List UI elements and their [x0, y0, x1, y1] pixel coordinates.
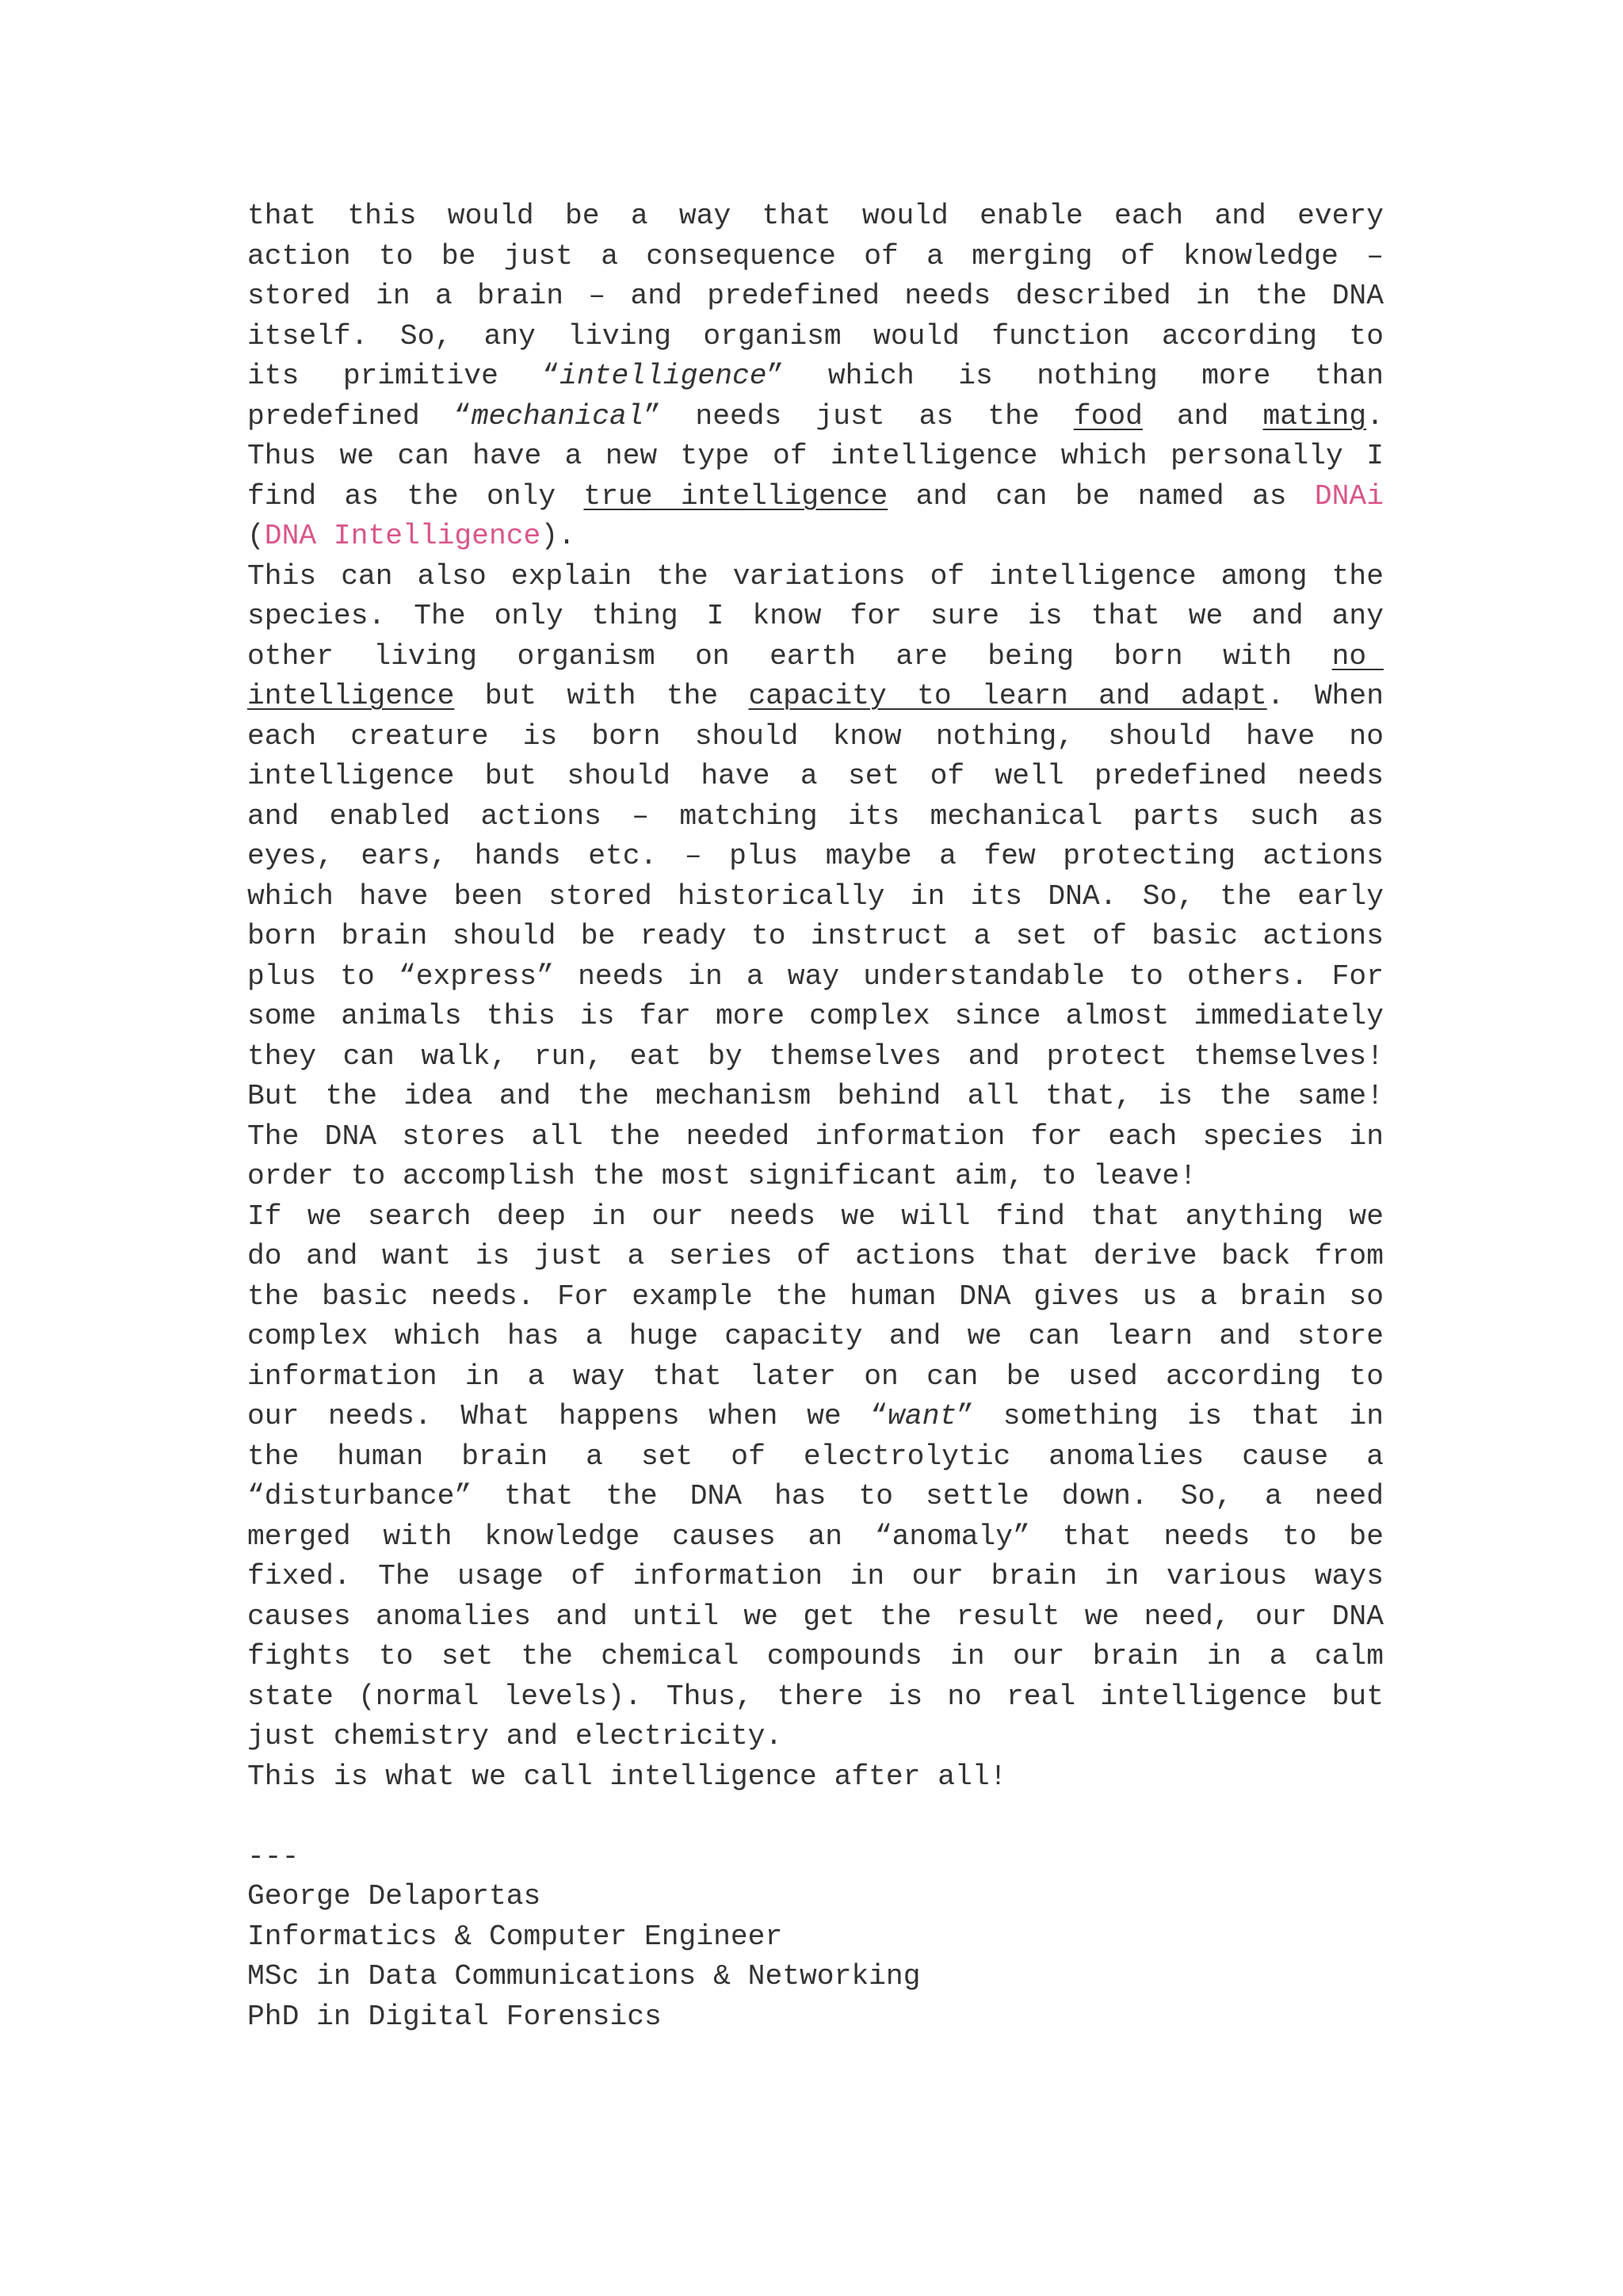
text-segment: Thus we can have a new type of intelligence which personally I [247, 440, 1384, 472]
text-segment: some animals this is far more complex since almost immediately [247, 1000, 1384, 1032]
text-segment: and can be named as [888, 479, 1315, 513]
text-segment: This is what we call intelligence after all! [247, 1760, 1007, 1793]
text-segment: stored in a brain – and predefined needs described in the DNA [247, 280, 1384, 312]
text-line [247, 877, 1384, 917]
text-line [247, 797, 1384, 837]
text-line [247, 597, 1384, 637]
text-segment: plus to “express” needs in a way understandable to others. For [247, 959, 1384, 993]
text-line [247, 1557, 1384, 1597]
text-line [247, 237, 1384, 277]
text-line [247, 196, 1384, 237]
text-line [247, 437, 1384, 477]
text-line [247, 957, 1384, 997]
text-segment: the human brain a set of electrolytic anomalies cause a [247, 1440, 1384, 1473]
text-line [247, 1397, 1384, 1437]
text-line [247, 1157, 1384, 1197]
text-segment: which have been stored historically in its DNA. So, the early [247, 879, 1384, 913]
author-phd-degree: PhD in Digital Forensics [247, 2000, 662, 2033]
text-line [247, 1717, 1384, 1757]
text-line [247, 917, 1384, 957]
text-segment: ” something is that in [957, 1400, 1384, 1432]
text-line [247, 837, 1384, 877]
text-line [247, 1517, 1384, 1558]
text-segment: fixed. The usage of information in our brain in various ways [247, 1560, 1384, 1592]
blank-line [247, 1797, 1384, 1837]
text-line [247, 1437, 1384, 1478]
text-segment: action to be just a consequence of a merging of knowledge – [247, 239, 1384, 273]
underlined-phrase: capacity to learn and adapt [748, 680, 1267, 712]
text-segment: and enabled actions – matching its mechanical parts such as [247, 799, 1384, 833]
text-line [247, 1637, 1384, 1677]
text-line [247, 1317, 1384, 1357]
text-segment: ” which is nothing more than [766, 360, 1384, 392]
text-line [247, 477, 1384, 517]
text-segment: our needs. What happens when we “ [247, 1400, 888, 1432]
text-line [247, 757, 1384, 797]
text-segment: . [1366, 399, 1384, 433]
text-line [247, 1357, 1384, 1398]
text-segment: ” needs just as the [643, 399, 1074, 433]
italic-word: want [888, 1400, 957, 1432]
text-segment: fights to set the chemical compounds in our brain in a calm [247, 1640, 1384, 1672]
text-segment: just chemistry and electricity. [247, 1720, 783, 1753]
underlined-phrase: intelligence [247, 680, 455, 712]
text-segment: and [1142, 399, 1263, 433]
text-segment: each creature is born should know nothing, should have no [247, 719, 1384, 753]
italic-word: intelligence [559, 360, 767, 392]
text-segment: . When [1266, 680, 1384, 712]
text-segment: predefined “ [247, 399, 472, 433]
text-segment: If we search deep in our needs we will find that anything we [247, 1199, 1384, 1233]
text-segment: ). [540, 520, 575, 552]
text-segment: that this would be a way that would enable each and every [247, 200, 1384, 232]
author-msc-degree: MSc in Data Communications & Networking [247, 1960, 921, 1993]
text-line [247, 1197, 1384, 1238]
italic-word: mechanical [471, 399, 644, 433]
author-title: Informatics & Computer Engineer [247, 1920, 783, 1953]
signature-separator: --- [247, 1840, 300, 1873]
text-line [247, 1757, 1384, 1798]
text-segment: The DNA stores all the needed information for each species in [247, 1119, 1384, 1153]
text-line [247, 557, 1384, 597]
text-segment: “disturbance” that the DNA has to settle down. So, a need [247, 1480, 1384, 1512]
text-line [247, 717, 1384, 757]
underlined-phrase: food [1073, 399, 1143, 433]
text-line [247, 997, 1384, 1037]
text-line [247, 1117, 1384, 1158]
text-segment: find as the only [247, 479, 584, 513]
text-segment: This can also explain the variations of intelligence among the [247, 559, 1384, 593]
text-segment: causes anomalies and until we get the result we need, our DNA [247, 1600, 1384, 1633]
text-line [247, 277, 1384, 317]
text-line [247, 1277, 1384, 1318]
text-segment: born brain should be ready to instruct a set of basic actions [247, 920, 1384, 952]
text-segment: they can walk, run, eat by themselves and protect themselves! [247, 1039, 1384, 1073]
text-segment: do and want is just a series of actions that derive back from [247, 1240, 1384, 1272]
highlighted-term: DNAi [1314, 479, 1384, 513]
text-line [247, 517, 1384, 557]
text-segment: but with the [454, 680, 749, 712]
text-segment: its primitive “ [247, 360, 560, 392]
text-line [247, 1677, 1384, 1718]
text-segment: But the idea and the mechanism behind all that, is the same! [247, 1080, 1384, 1112]
text-line [247, 637, 1384, 677]
text-line [247, 1597, 1384, 1638]
text-segment: species. The only thing I know for sure is that we and any [247, 600, 1384, 632]
text-line [247, 1077, 1384, 1117]
text-line [247, 677, 1384, 717]
underlined-phrase: true intelligence [583, 479, 888, 513]
text-line [247, 1237, 1384, 1277]
highlighted-term: DNA Intelligence [264, 520, 541, 552]
underlined-phrase: no [1331, 639, 1384, 673]
text-segment: other living organism on earth are being born with [247, 639, 1332, 673]
text-segment: itself. So, any living organism would function according to [247, 319, 1384, 353]
text-segment: eyes, ears, hands etc. – plus maybe a few protecting actions [247, 840, 1384, 872]
underlined-phrase: mating [1262, 399, 1367, 433]
text-segment: complex which has a huge capacity and we can learn and store [247, 1320, 1384, 1352]
text-line [247, 357, 1384, 397]
author-name: George Delaportas [247, 1880, 541, 1913]
body-text [247, 196, 1384, 1797]
text-segment: the basic needs. For example the human DNA gives us a brain so [247, 1280, 1384, 1313]
text-line [247, 317, 1384, 357]
text-segment: order to accomplish the most significant aim, to leave! [247, 1160, 1197, 1192]
text-line [247, 1477, 1384, 1517]
text-line [247, 397, 1384, 437]
text-line [247, 1037, 1384, 1077]
document-body [247, 196, 1384, 2037]
text-segment: merged with knowledge causes an “anomaly” that needs to be [247, 1520, 1384, 1553]
text-segment: intelligence but should have a set of well predefined needs [247, 760, 1384, 792]
text-segment: state (normal levels). Thus, there is no real intelligence but [247, 1680, 1384, 1713]
text-segment: information in a way that later on can be used according to [247, 1360, 1384, 1393]
text-segment: ( [247, 520, 265, 552]
